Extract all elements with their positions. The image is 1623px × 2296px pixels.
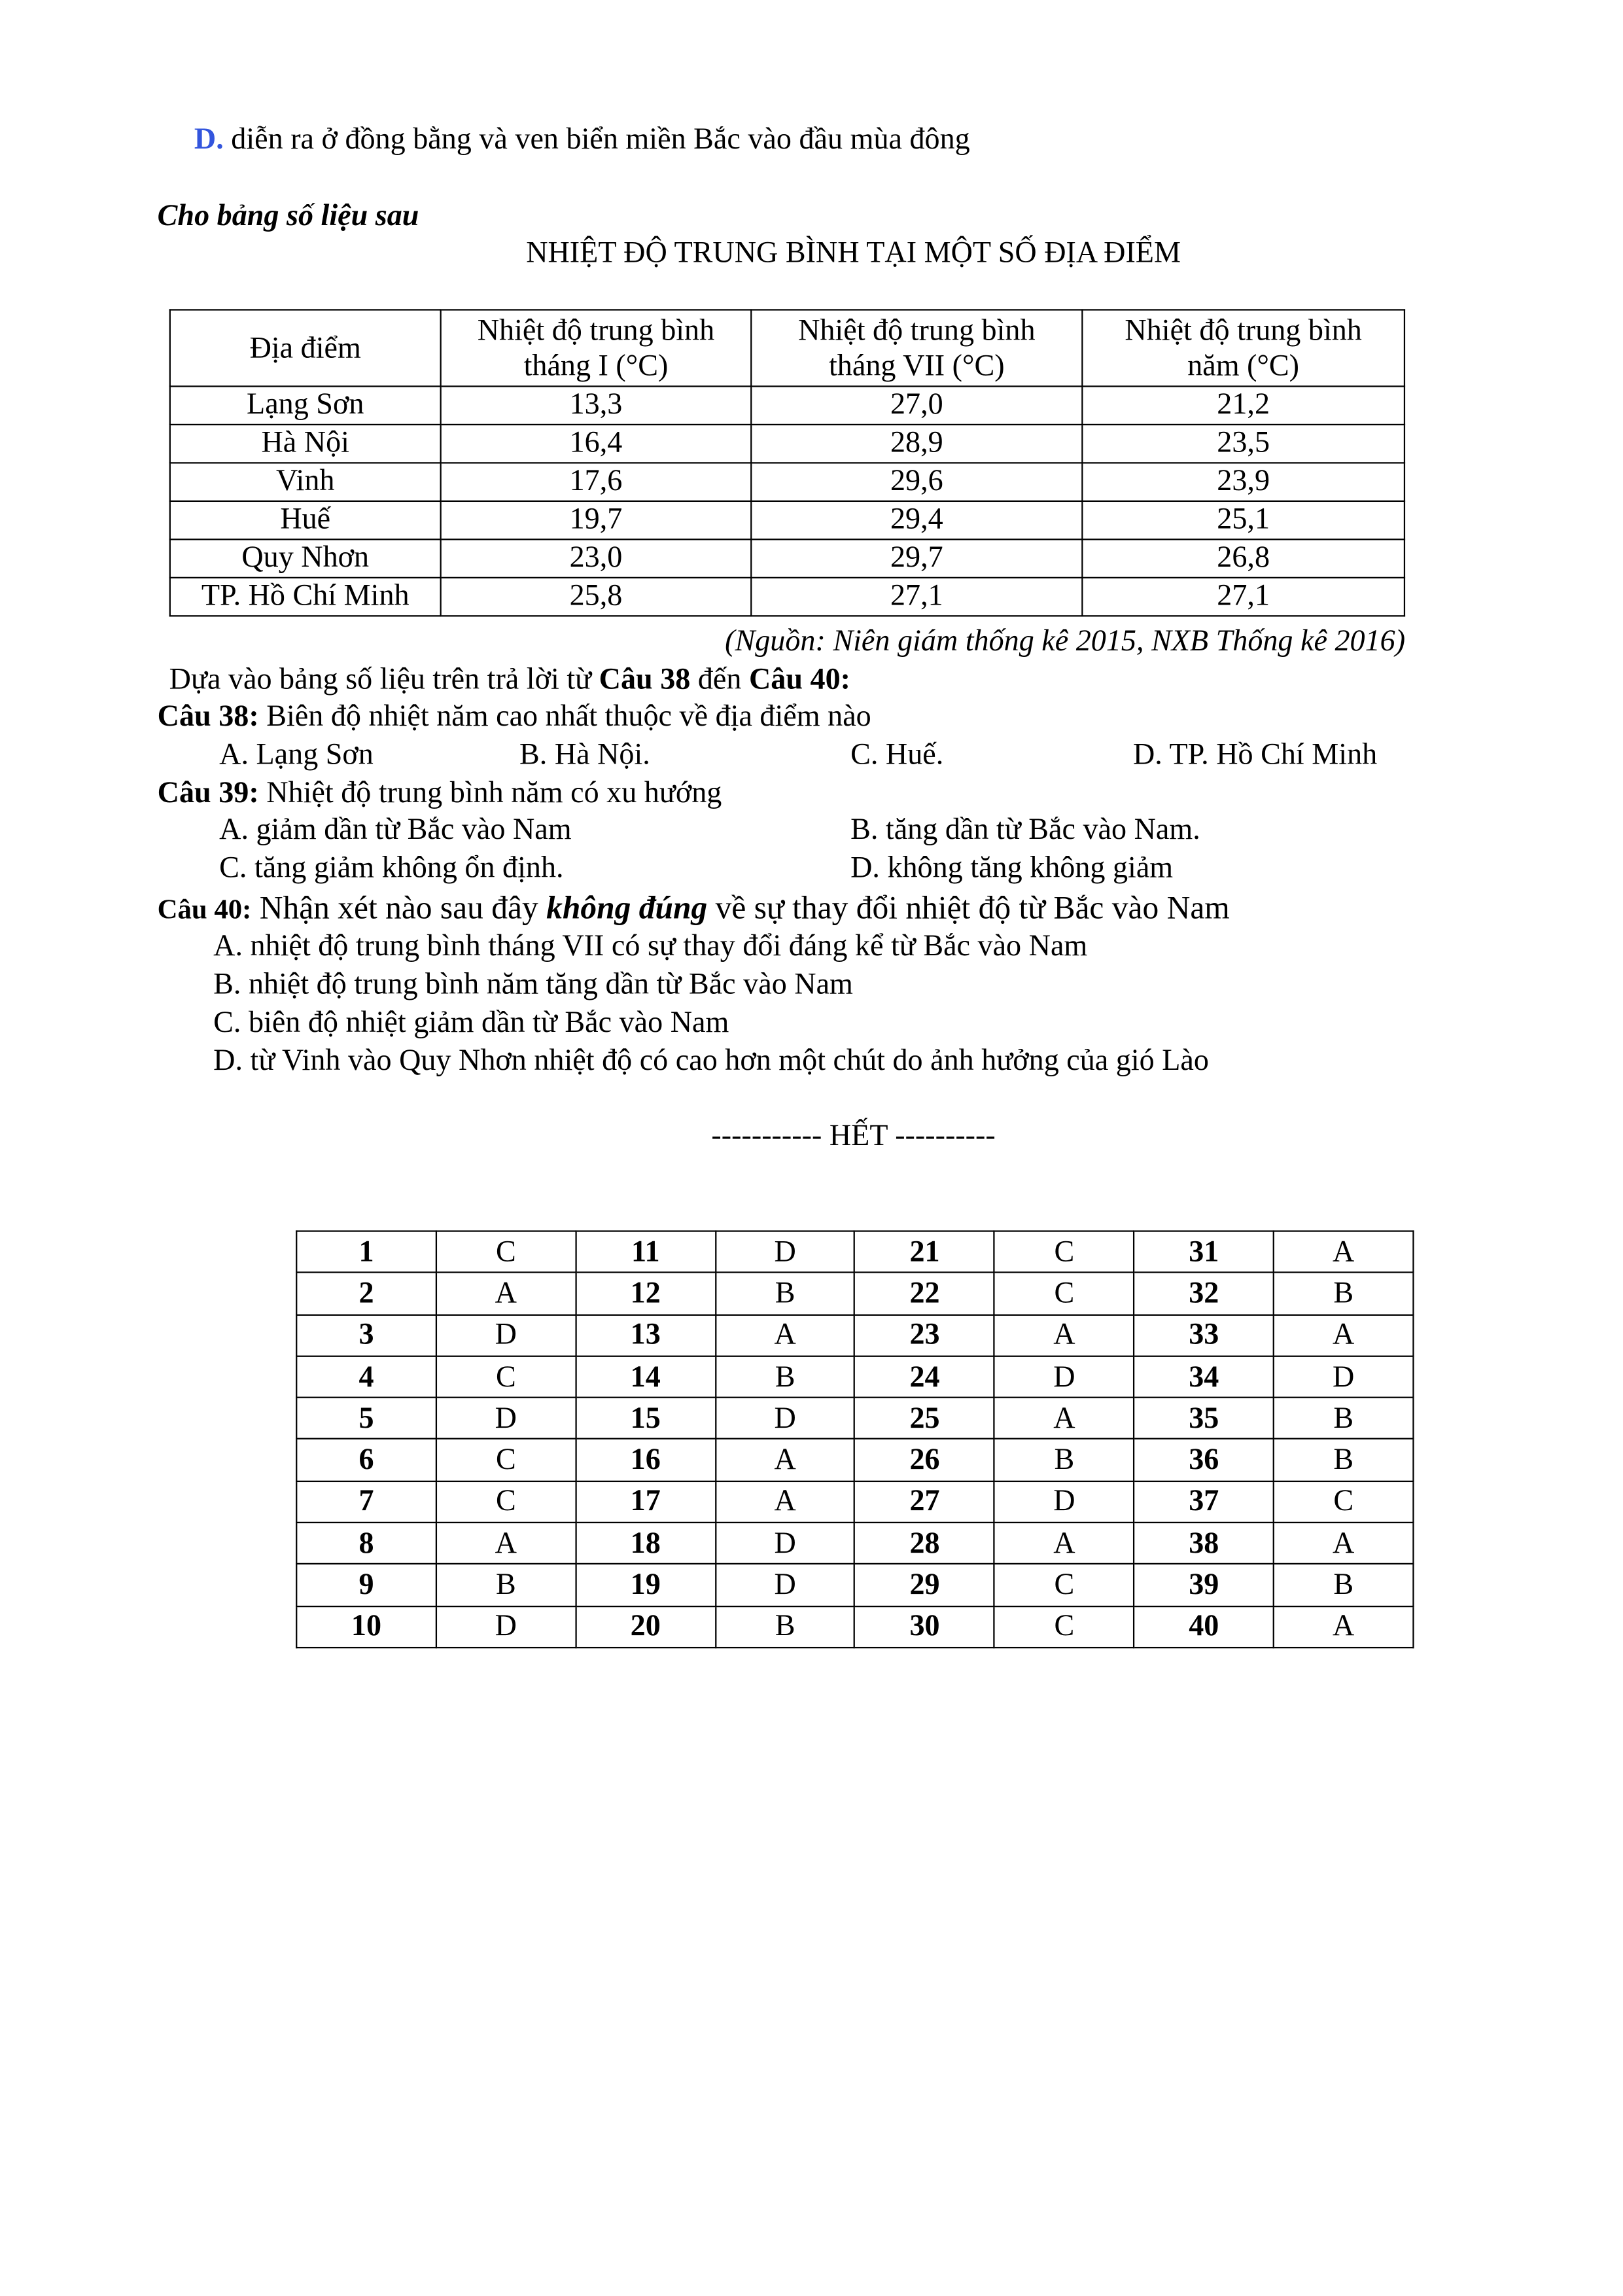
answer-row xyxy=(296,1439,1413,1481)
question-number: 1 xyxy=(296,1231,436,1273)
answer-key-table xyxy=(296,1230,1414,1648)
answer-row xyxy=(296,1564,1413,1606)
location-cell: Lạng Sơn xyxy=(170,386,441,424)
answer-letter: A xyxy=(715,1439,854,1481)
question-39: Câu 39: Nhiệt độ trung bình năm có xu hướng xyxy=(157,777,722,810)
value-cell: 26,8 xyxy=(1082,539,1405,577)
answer-letter: B xyxy=(1274,1564,1413,1606)
question-number: 34 xyxy=(1134,1356,1274,1398)
question-number: 15 xyxy=(576,1398,715,1439)
q39-option-b: B. tăng dần từ Bắc vào Nam. xyxy=(850,813,1200,847)
previous-option-d xyxy=(194,122,970,158)
location-cell: TP. Hồ Chí Minh xyxy=(170,578,441,616)
question-number: 24 xyxy=(855,1356,994,1398)
question-number: 11 xyxy=(576,1231,715,1273)
question-number: 39 xyxy=(1134,1564,1274,1606)
instruction: Dựa vào bảng số liệu trên trả lời từ Câu 38 đến Câu 40: xyxy=(169,663,851,696)
answer-letter: A xyxy=(715,1315,854,1356)
location-cell: Hà Nội xyxy=(170,425,441,463)
answer-letter: C xyxy=(1274,1481,1413,1523)
value-cell: 13,3 xyxy=(441,386,752,424)
question-number: 13 xyxy=(576,1315,715,1356)
answer-letter: A xyxy=(436,1523,576,1564)
answer-letter: B xyxy=(1274,1439,1413,1481)
q40-option-b: B. nhiệt độ trung bình năm tăng dần từ Bắc vào Nam xyxy=(213,968,853,1001)
question-number: 21 xyxy=(855,1231,994,1273)
q38-option-c: C. Huế. xyxy=(850,739,944,771)
question-number: 25 xyxy=(855,1398,994,1439)
q38-option-d: D. TP. Hồ Chí Minh xyxy=(1132,739,1378,771)
answer-letter: D xyxy=(436,1606,576,1648)
answer-letter: C xyxy=(994,1564,1134,1606)
question-number: 7 xyxy=(296,1481,436,1523)
answer-letter: C xyxy=(436,1356,576,1398)
value-cell: 27,1 xyxy=(751,578,1082,616)
answer-letter: D xyxy=(436,1398,576,1439)
question-38: Câu 38: Biên độ nhiệt năm cao nhất thuộc về địa điểm nào xyxy=(157,700,871,733)
question-number: 17 xyxy=(576,1481,715,1523)
table-row xyxy=(170,463,1405,501)
answer-row xyxy=(296,1398,1413,1439)
answer-letter: C xyxy=(436,1439,576,1481)
value-cell: 23,0 xyxy=(441,539,752,577)
question-number: 8 xyxy=(296,1523,436,1564)
answer-letter: A xyxy=(436,1273,576,1315)
question-number: 30 xyxy=(855,1606,994,1648)
question-number: 31 xyxy=(1134,1231,1274,1273)
answer-row xyxy=(296,1481,1413,1523)
question-number: 19 xyxy=(576,1564,715,1606)
answer-row xyxy=(296,1523,1413,1564)
answer-letter: C xyxy=(994,1273,1134,1315)
header-location: Địa điểm xyxy=(170,309,441,386)
answer-row xyxy=(296,1231,1413,1273)
table-row xyxy=(170,539,1405,577)
value-cell: 25,8 xyxy=(441,578,752,616)
value-cell: 21,2 xyxy=(1082,386,1405,424)
question-number: 38 xyxy=(1134,1523,1274,1564)
header-jan: Nhiệt độ trung bình tháng I (°C) xyxy=(441,309,752,386)
table-row xyxy=(170,578,1405,616)
question-number: 10 xyxy=(296,1606,436,1648)
question-number: 40 xyxy=(1134,1606,1274,1648)
question-number: 3 xyxy=(296,1315,436,1356)
q40-option-a: A. nhiệt độ trung bình tháng VII có sự thay đổi đáng kể từ Bắc vào Nam xyxy=(213,930,1088,963)
q39-option-a: A. giảm dần từ Bắc vào Nam xyxy=(219,813,572,847)
answer-letter: C xyxy=(994,1606,1134,1648)
table-row xyxy=(170,425,1405,463)
value-cell: 25,1 xyxy=(1082,501,1405,539)
answer-letter: B xyxy=(715,1273,854,1315)
answer-letter: D xyxy=(436,1315,576,1356)
option-letter: D. xyxy=(194,123,224,156)
answer-letter: A xyxy=(1274,1606,1413,1648)
value-cell: 29,6 xyxy=(751,463,1082,501)
answer-letter: C xyxy=(436,1231,576,1273)
location-cell: Quy Nhơn xyxy=(170,539,441,577)
answer-letter: D xyxy=(994,1481,1134,1523)
q39-option-c: C. tăng giảm không ổn định. xyxy=(219,852,564,885)
question-number: 9 xyxy=(296,1564,436,1606)
value-cell: 27,1 xyxy=(1082,578,1405,616)
answer-letter: B xyxy=(994,1439,1134,1481)
question-number: 22 xyxy=(855,1273,994,1315)
answer-letter: A xyxy=(1274,1523,1413,1564)
location-cell: Huế xyxy=(170,501,441,539)
question-number: 23 xyxy=(855,1315,994,1356)
intro-text: Cho bảng số liệu sau xyxy=(157,200,419,233)
value-cell: 19,7 xyxy=(441,501,752,539)
question-number: 37 xyxy=(1134,1481,1274,1523)
question-number: 14 xyxy=(576,1356,715,1398)
value-cell: 23,9 xyxy=(1082,463,1405,501)
answer-letter: D xyxy=(715,1231,854,1273)
value-cell: 29,4 xyxy=(751,501,1082,539)
end-marker: ----------- HẾT ---------- xyxy=(711,1120,996,1153)
question-number: 26 xyxy=(855,1439,994,1481)
answer-letter: B xyxy=(715,1606,854,1648)
answer-letter: D xyxy=(994,1356,1134,1398)
answer-letter: A xyxy=(1274,1315,1413,1356)
answer-letter: D xyxy=(715,1523,854,1564)
answer-letter: D xyxy=(715,1564,854,1606)
question-number: 35 xyxy=(1134,1398,1274,1439)
answer-letter: A xyxy=(994,1315,1134,1356)
question-number: 29 xyxy=(855,1564,994,1606)
question-number: 20 xyxy=(576,1606,715,1648)
answer-letter: A xyxy=(994,1398,1134,1439)
value-cell: 29,7 xyxy=(751,539,1082,577)
q38-option-a: A. Lạng Sơn xyxy=(219,739,374,771)
answer-letter: D xyxy=(1274,1356,1413,1398)
q39-option-d: D. không tăng không giảm xyxy=(850,852,1174,885)
answer-row xyxy=(296,1356,1413,1398)
option-text: diễn ra ở đồng bằng và ven biển miền Bắc vào đầu mùa đông xyxy=(231,123,970,156)
answer-letter: B xyxy=(436,1564,576,1606)
value-cell: 17,6 xyxy=(441,463,752,501)
question-number: 32 xyxy=(1134,1273,1274,1315)
source-note: (Nguồn: Niên giám thống kê 2015, NXB Thống kê 2016) xyxy=(725,625,1406,658)
answer-letter: C xyxy=(994,1231,1134,1273)
question-number: 6 xyxy=(296,1439,436,1481)
question-number: 12 xyxy=(576,1273,715,1315)
q40-option-d: D. từ Vinh vào Quy Nhơn nhiệt độ có cao hơn một chút do ảnh hưởng của gió Lào xyxy=(213,1045,1209,1078)
answer-row xyxy=(296,1273,1413,1315)
answer-row xyxy=(296,1315,1413,1356)
value-cell: 16,4 xyxy=(441,425,752,463)
table-row xyxy=(170,386,1405,424)
header-year: Nhiệt độ trung bình năm (°C) xyxy=(1082,309,1405,386)
table-header-row xyxy=(170,309,1405,386)
answer-letter: B xyxy=(715,1356,854,1398)
question-number: 27 xyxy=(855,1481,994,1523)
answer-letter: B xyxy=(1274,1398,1413,1439)
value-cell: 28,9 xyxy=(751,425,1082,463)
question-number: 28 xyxy=(855,1523,994,1564)
table-title: NHIỆT ĐỘ TRUNG BÌNH TẠI MỘT SỐ ĐỊA ĐIỂM xyxy=(526,237,1181,270)
question-number: 2 xyxy=(296,1273,436,1315)
question-number: 18 xyxy=(576,1523,715,1564)
question-number: 33 xyxy=(1134,1315,1274,1356)
value-cell: 27,0 xyxy=(751,386,1082,424)
answer-row xyxy=(296,1606,1413,1648)
answer-letter: A xyxy=(1274,1231,1413,1273)
header-jul: Nhiệt độ trung bình tháng VII (°C) xyxy=(751,309,1082,386)
answer-letter: C xyxy=(436,1481,576,1523)
question-40: Câu 40: Nhận xét nào sau đây không đúng về sự thay đổi nhiệt độ từ Bắc vào Nam xyxy=(157,889,1230,926)
table-row xyxy=(170,501,1405,539)
temperature-table xyxy=(169,309,1405,616)
answer-letter: D xyxy=(715,1398,854,1439)
location-cell: Vinh xyxy=(170,463,441,501)
question-number: 36 xyxy=(1134,1439,1274,1481)
answer-letter: B xyxy=(1274,1273,1413,1315)
question-number: 5 xyxy=(296,1398,436,1439)
question-number: 16 xyxy=(576,1439,715,1481)
q38-option-b: B. Hà Nội. xyxy=(519,739,650,771)
answer-letter: A xyxy=(994,1523,1134,1564)
question-number: 4 xyxy=(296,1356,436,1398)
value-cell: 23,5 xyxy=(1082,425,1405,463)
q40-option-c: C. biên độ nhiệt giảm dần từ Bắc vào Nam xyxy=(213,1006,729,1040)
answer-letter: A xyxy=(715,1481,854,1523)
